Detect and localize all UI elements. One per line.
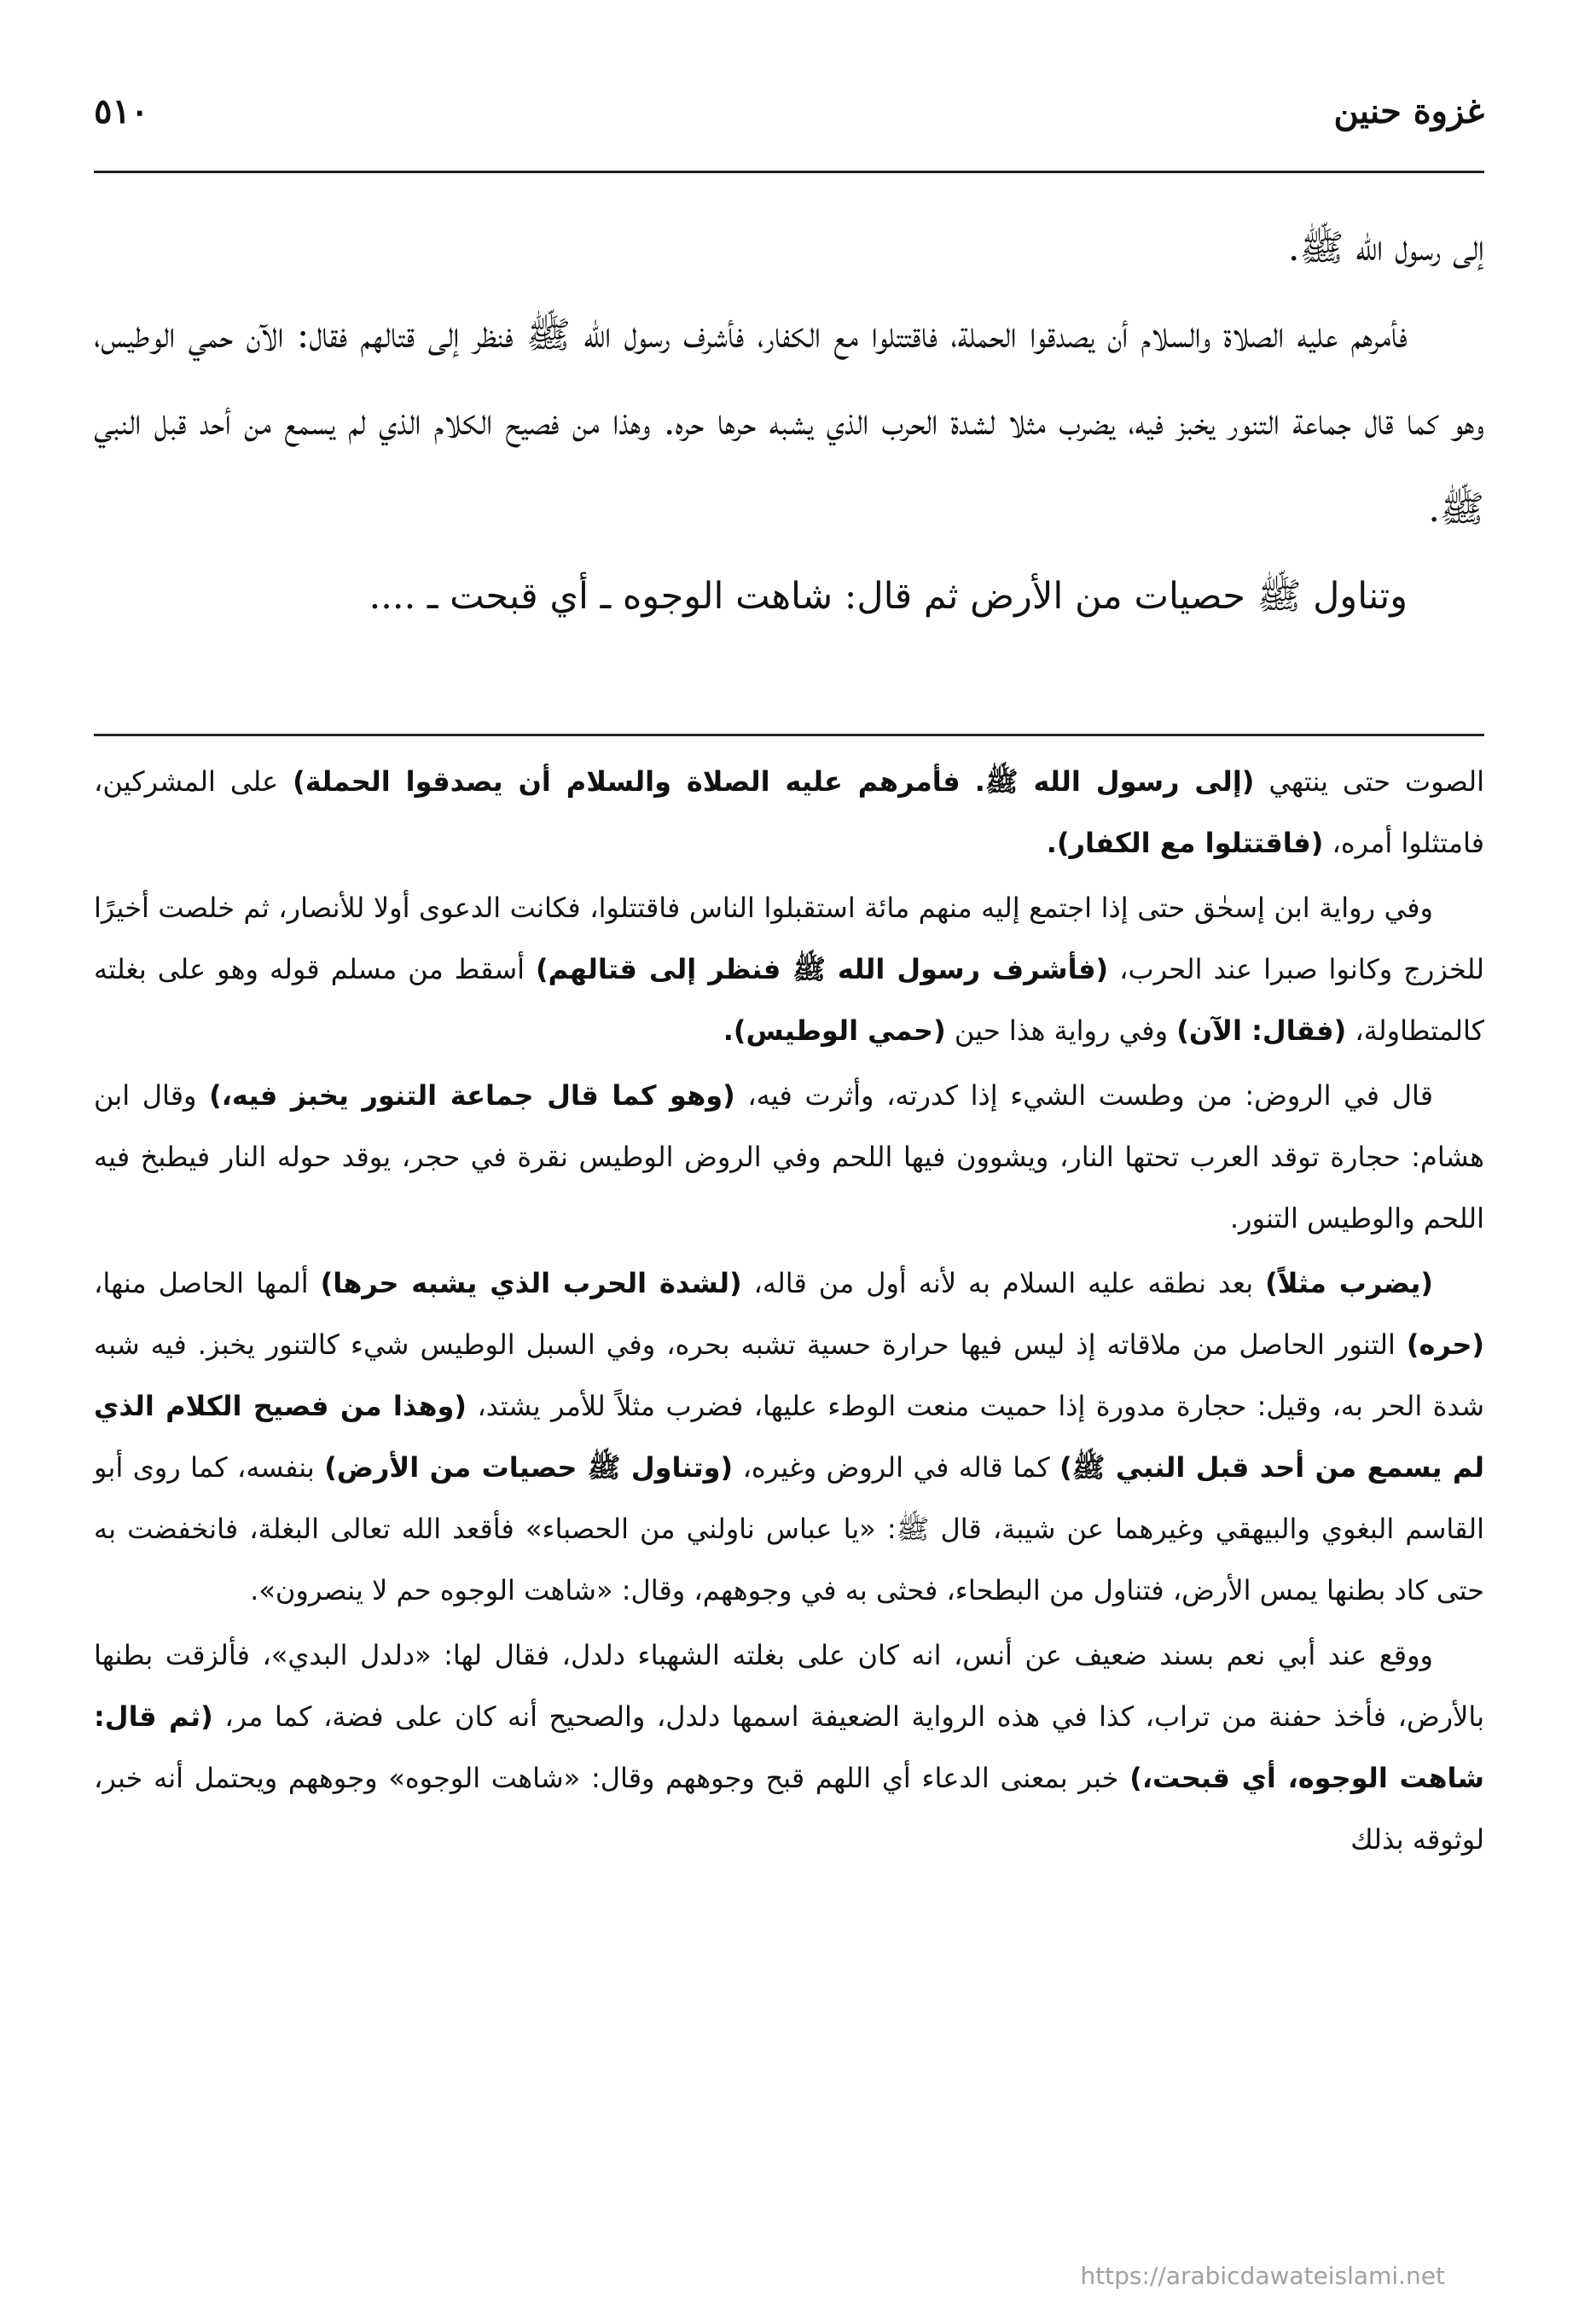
- bold-quoted-text: (وتناول ﷺ حصيات من الأرض): [324, 1451, 734, 1484]
- main-paragraph-2: فأمرهم عليه الصلاة والسلام أن يصدقوا الحملة، فاقتتلوا مع الكفار، فأشرف رسول الله ﷺ فنظر إلى قتالهم فقال: الآن حمي الوطيس، وهو كما قال جماعة التنور يخبز فيه، يضرب مثلا لشدة الحرب الذي يشبه حرها حره. وهذا من فصيح الكلام الذي لم يسمع من أحد قبل النبي ﷺ.: [94, 314, 1484, 531]
- bold-quoted-text: (إلى رسول الله ﷺ.: [974, 765, 1255, 798]
- main-paragraph-1: إلى رسول الله ﷺ.: [1287, 227, 1484, 270]
- book-page: [94, 85, 1484, 2295]
- bold-quoted-text: فأمرهم عليه الصلاة والسلام أن يصدقوا الحملة): [293, 765, 961, 798]
- commentary-text: خبر بمعنى الدعاء أي اللهم قبح وجوههم وقال: «شاهت الوجوه» وجوههم ويحتمل أنه خبر، لوثوقه بذلك: [94, 1762, 1484, 1856]
- commentary-paragraph-1: [94, 751, 1484, 874]
- bold-quoted-text: (حره): [1406, 1328, 1484, 1361]
- commentary-paragraph-3: [94, 1065, 1484, 1249]
- watermark-url: https://arabicdawateislami.net: [1080, 2262, 1445, 2290]
- bold-quoted-text: (ثم قال: شاهت الوجوه، أي قبحت،): [94, 1700, 1485, 1794]
- commentary-text: الصوت حتى ينتهي: [1254, 765, 1485, 798]
- commentary-text: [961, 765, 975, 798]
- bold-quoted-text: (فاقتتلوا مع الكفار).: [1046, 827, 1324, 859]
- bold-quoted-text: (فأشرف رسول الله ﷺ فنظر إلى قتالهم): [536, 953, 1109, 985]
- commentary-paragraph-5: [94, 1624, 1484, 1870]
- commentary-text: وفي رواية ابن إسحٰق حتى إذا اجتمع إليه منهم مائة استقبلوا الناس فاقتتلوا، فكانت الدعوى أولا للأنصار، ثم خلصت أخيرًا للخزرج وكانوا صبرا عند الحرب،: [94, 892, 1485, 985]
- running-head: [94, 85, 1484, 137]
- bold-quoted-text: (وهذا من فصيح الكلام الذي لم يسمع من أحد قبل النبي ﷺ): [94, 1390, 1485, 1484]
- commentary-paragraph-2: [94, 877, 1484, 1061]
- bold-quoted-text: (فقال: الآن): [1176, 1014, 1347, 1047]
- commentary-text: ألمها الحاصل منها،: [94, 1267, 321, 1299]
- main-text: [94, 205, 1484, 640]
- commentary-text: بعد نطقه عليه السلام به لأنه أول من قاله،: [741, 1267, 1266, 1299]
- commentary-text: التنور الحاصل من ملاقاته إذ ليس فيها حرارة حسية تشبه بحره، وفي السبل الوطيس شيء كالتنور يخبز. فيه شبه شدة الحر به، وقيل: حجارة مدورة إذا حميت منعت الوطء عليها، فضرب مثلاً للأمر يشتد،: [94, 1328, 1485, 1422]
- bold-quoted-text: (يضرب مثلاً): [1265, 1267, 1434, 1299]
- commentary-text: قال في الروض: من وطست الشيء إذا كدرته، وأثرت فيه،: [734, 1079, 1434, 1112]
- bold-quoted-text: (لشدة الحرب الذي يشبه حرها): [320, 1267, 742, 1299]
- commentary: [94, 751, 1484, 1874]
- main-paragraph-3: وتناول ﷺ حصيات من الأرض ثم قال: شاهت الوجوه ـ أي قبحت ـ ....: [369, 575, 1408, 618]
- page-number: ٥١٠: [94, 90, 149, 131]
- commentary-paragraph-4: [94, 1252, 1484, 1621]
- commentary-text: ووقع عند أبي نعم بسند ضعيف عن أنس، انه كان على بغلته الشهباء دلدل، فقال لها: «دلدل البدي»، فألزقت بطنها بالأرض، فأخذ حفنة من تراب، كذا في هذه الرواية الضعيفة اسمها دلدل، والصحيح أنه كان على فضة، كما مر،: [94, 1639, 1485, 1733]
- bold-quoted-text: (حمي الوطيس).: [723, 1014, 946, 1047]
- commentary-text: وقال ابن هشام: حجارة توقد العرب تحتها النار، ويشوون فيها اللحم وفي الروض الوطيس نقرة في حجر، يوقد حوله النار فيطبخ فيه اللحم والوطيس التنور.: [94, 1079, 1484, 1235]
- chapter-title: غزوة حنين: [1333, 90, 1484, 131]
- footnote-separator-rule: [94, 734, 1484, 736]
- commentary-text: وفي رواية هذا حين: [945, 1014, 1177, 1047]
- commentary-text: على المشركين، فامتثلوا أمره،: [94, 765, 1484, 859]
- commentary-text: كما قاله في الروض وغيره،: [733, 1451, 1060, 1484]
- commentary-text: بنفسه، كما روى أبو القاسم البغوي والبيهقي وغيرهما عن شيبة، قال ﷺ: «يا عباس ناولني من الحصباء» فأقعد الله تعالى البغلة، فانخفضت به حتى كاد بطنها يمس الأرض، فتناول من البطحاء، فحثى به في وجوههم، وقال: «شاهت الوجوه حم لا ينصرون».: [94, 1451, 1484, 1606]
- bold-quoted-text: (وهو كما قال جماعة التنور يخبز فيه،): [209, 1079, 735, 1112]
- commentary-text: أسقط من مسلم قوله وهو على بغلته كالمتطاولة،: [94, 953, 1484, 1047]
- header-rule: [94, 171, 1484, 173]
